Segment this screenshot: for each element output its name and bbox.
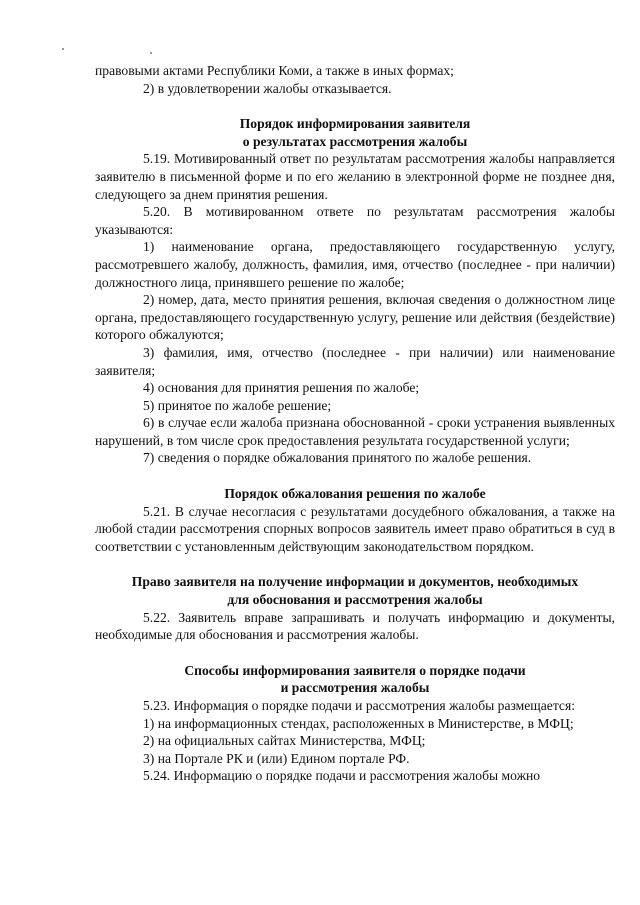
section-heading-line: Способы информирования заявителя о порядке подачи	[184, 662, 526, 678]
scan-speck	[62, 48, 64, 50]
section-heading	[95, 115, 615, 150]
paragraph: 2) в удовлетворении жалобы отказывается.	[143, 80, 392, 96]
paragraph: 5.23. Информация о порядке подачи и рассмотрения жалобы размещается:	[143, 698, 575, 713]
paragraph: 2) номер, дата, место принятия решения, включая сведения о должностном лице органа, предоставляющего государственную услугу, решение или действия (бездействие) которого обжалуются;	[95, 292, 615, 343]
paragraph: 7) сведения о порядке обжалования принятого по жалобе решения.	[143, 450, 532, 466]
section-heading	[95, 485, 615, 503]
section-heading-line: для обоснования и рассмотрения жалобы	[227, 592, 483, 608]
paragraph: 5.24. Информацию о порядке подачи и рассмотрения жалобы можно	[143, 768, 541, 784]
section-gap	[95, 555, 615, 573]
paragraph: правовыми актами Республики Коми, а также в иных формах;	[95, 63, 454, 78]
section-gap	[95, 644, 615, 662]
section-heading	[95, 662, 615, 697]
paragraph: 3) фамилия, имя, отчество (последнее - при наличии) или наименование заявителя;	[95, 344, 615, 378]
paragraph: 1) наименование органа, предоставляющего государственную услугу, рассмотревшего жалобу, должность, фамилия, имя, отчество (последнее - при наличии) должностного лица, принявшего решение по жалобе;	[95, 239, 615, 290]
paragraph: 5) принятое по жалобе решение;	[143, 397, 332, 413]
section-heading-line: Порядок обжалования решения по жалобе	[224, 486, 486, 502]
paragraph: 2) на официальных сайтах Министерства, МФЦ;	[143, 733, 426, 749]
section-gap	[95, 97, 615, 115]
paragraph: 5.22. Заявитель вправе запрашивать и получать информацию и документы, необходимые для обоснования и рассмотрения жалобы.	[95, 609, 615, 643]
section-gap	[95, 467, 615, 485]
scan-speck	[150, 52, 152, 54]
paragraph: 5.20. В мотивированном ответе по результатам рассмотрения жалобы указываются:	[95, 204, 615, 237]
section-heading-line: Право заявителя на получение информации и документов, необходимых	[131, 574, 579, 590]
paragraph: 5.19. Мотивированный ответ по результатам рассмотрения жалобы направляется заявителю в письменной форме и по его желанию в электронной форме не позднее дня, следующего за днем принятия решения.	[95, 151, 615, 202]
section-heading	[95, 573, 615, 608]
paragraph: 4) основания для принятия решения по жалобе;	[143, 380, 420, 396]
section-heading-line: Порядок информирования заявителя	[239, 116, 471, 132]
paragraph: 5.21. В случае несогласия с результатами досудебного обжалования, а также на любой стадии рассмотрения спорных вопросов заявитель имеет право обратиться в суд в соответствии с установленным действующим законодательством порядком.	[95, 503, 615, 554]
document-body	[95, 62, 615, 785]
paragraph: 3) на Портале РК и (или) Едином портале РФ.	[143, 750, 410, 766]
section-heading-line: о результатах рассмотрения жалобы	[242, 133, 468, 149]
section-heading-line: и рассмотрения жалобы	[280, 680, 430, 696]
paragraph: 1) на информационных стендах, расположенных в Министерстве, в МФЦ;	[143, 715, 574, 731]
paragraph: 6) в случае если жалоба признана обоснованной - сроки устранения выявленных нарушений, в том числе срок предоставления результата государственной услуги;	[95, 415, 615, 448]
